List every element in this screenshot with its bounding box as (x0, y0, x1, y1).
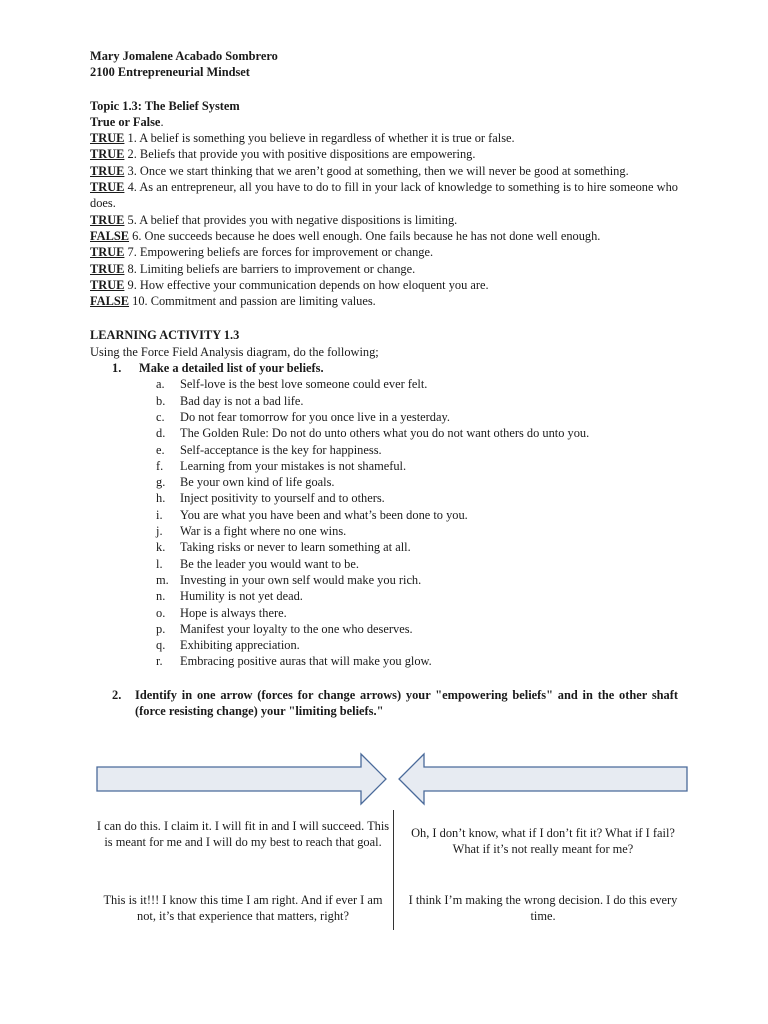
belief-item (90, 572, 678, 588)
belief-letter: e. (156, 442, 165, 457)
true-false-item (90, 228, 678, 244)
belief-text: Hope is always there. (180, 605, 287, 620)
step-2 (90, 687, 678, 720)
belief-item (90, 588, 678, 604)
belief-item (90, 458, 678, 474)
belief-text: Manifest your loyalty to the one who deserves. (180, 621, 413, 636)
belief-item (90, 490, 678, 506)
topic-subtitle: True or False. (90, 114, 164, 129)
belief-item (90, 539, 678, 555)
belief-item (90, 376, 678, 392)
belief-item (90, 523, 678, 539)
limiting-belief-1: Oh, I don’t know, what if I don’t fit it? What if I fail? What if it’s not really meant for me? (411, 826, 675, 857)
belief-letter: b. (156, 393, 166, 408)
belief-letter: q. (156, 638, 166, 653)
statement-text: 9. How effective your communication depends on how eloquent you are. (124, 277, 489, 292)
true-false-item (90, 244, 678, 260)
belief-letter: r. (156, 654, 163, 669)
answer-label: TRUE (90, 163, 125, 178)
statement-text: 7. Empowering beliefs are forces for improvement or change. (124, 245, 434, 260)
true-false-list (90, 130, 678, 309)
belief-letter: o. (156, 605, 166, 620)
belief-text: Embracing positive auras that will make you glow. (180, 654, 432, 669)
answer-label: FALSE (90, 294, 130, 309)
belief-letter: p. (156, 621, 166, 636)
answer-label: FALSE (90, 228, 130, 243)
belief-letter: a. (156, 377, 165, 392)
belief-item (90, 605, 678, 621)
answer-label: TRUE (90, 147, 125, 162)
answer-label: TRUE (90, 131, 125, 146)
belief-text: Do not fear tomorrow for you once live in a yesterday. (180, 409, 450, 424)
belief-letter: l. (156, 556, 163, 571)
step-1 (90, 360, 678, 376)
belief-letter: k. (156, 540, 166, 555)
belief-text: Learning from your mistakes is not shameful. (180, 458, 407, 473)
belief-text: Bad day is not a bad life. (180, 393, 304, 408)
force-field-arrows (96, 752, 688, 806)
answer-label: TRUE (90, 277, 125, 292)
empowering-belief-1: I can do this. I claim it. I will fit in and I will succeed. This is meant for me and I will do my best to reach that goal. (96, 819, 390, 850)
true-false-item (90, 179, 678, 212)
belief-letter: j. (156, 524, 163, 539)
true-false-item (90, 130, 678, 146)
belief-text: Humility is not yet dead. (180, 589, 303, 604)
forces-resisting-change-arrow (399, 754, 687, 804)
belief-letter: d. (156, 426, 166, 441)
author-name: Mary Jomalene Acabado Sombrero (90, 49, 278, 63)
belief-item (90, 507, 678, 523)
answer-label: TRUE (90, 180, 125, 195)
belief-letter: m. (156, 572, 169, 587)
statement-text: 10. Commitment and passion are limiting values. (129, 294, 376, 309)
course-title: 2100 Entrepreneurial Mindset (90, 65, 250, 80)
belief-text: War is a fight where no one wins. (180, 524, 347, 539)
belief-item (90, 409, 678, 425)
document-body (90, 48, 678, 719)
statement-text: 1. A belief is something you believe in regardless of whether it is true or false. (124, 131, 515, 146)
belief-item (90, 653, 678, 669)
belief-item (90, 621, 678, 637)
belief-item (90, 637, 678, 653)
belief-letter: c. (156, 409, 165, 424)
step-1-text: Make a detailed list of your beliefs. (139, 361, 324, 376)
topic-title: Topic 1.3: The Belief System (90, 98, 240, 113)
true-false-item (90, 277, 678, 293)
step-1-number: 1. (112, 361, 122, 376)
statement-text: 8. Limiting beliefs are barriers to improvement or change. (124, 261, 416, 276)
beliefs-list (90, 376, 678, 669)
forces-for-change-arrow (97, 754, 386, 804)
belief-item (90, 556, 678, 572)
belief-letter: g. (156, 475, 166, 490)
true-false-item (90, 146, 678, 162)
limiting-belief-2: I think I’m making the wrong decision. I do this every time. (408, 893, 678, 924)
statement-text: 4. As an entrepreneur, all you have to do to fill in your lack of knowledge to something is to hire someone who does. (90, 180, 678, 211)
statement-text: 6. One succeeds because he does well enough. One fails because he has not done well enough. (129, 228, 601, 243)
answer-label: TRUE (90, 261, 125, 276)
true-false-item (90, 261, 678, 277)
belief-letter: n. (156, 589, 166, 604)
true-false-item (90, 293, 678, 309)
belief-text: Inject positivity to yourself and to others. (180, 491, 385, 506)
statement-text: 5. A belief that provides you with negative dispositions is limiting. (124, 212, 458, 227)
belief-letter: f. (156, 458, 164, 473)
belief-text: Be the leader you would want to be. (180, 556, 359, 571)
belief-item (90, 442, 678, 458)
belief-letter: h. (156, 491, 166, 506)
empowering-belief-2: This is it!!! I know this time I am right. And if ever I am not, it’s that experience that matters, right? (103, 893, 383, 924)
belief-item (90, 393, 678, 409)
statement-text: 3. Once we start thinking that we aren’t good at something, then we will never be good at something. (124, 163, 629, 178)
belief-letter: i. (156, 507, 163, 522)
belief-text: Self-acceptance is the key for happiness. (180, 442, 382, 457)
belief-text: Exhibiting appreciation. (180, 638, 300, 653)
activity-title: LEARNING ACTIVITY 1.3 (90, 328, 240, 343)
belief-text: Self-love is the best love someone could ever felt. (180, 377, 428, 392)
belief-item (90, 474, 678, 490)
true-false-item (90, 212, 678, 228)
belief-text: The Golden Rule: Do not do unto others what you do not want others do unto you. (180, 426, 590, 441)
belief-text: Investing in your own self would make you rich. (180, 572, 422, 587)
true-false-item (90, 163, 678, 179)
belief-text: Taking risks or never to learn something at all. (180, 540, 411, 555)
activity-intro: Using the Force Field Analysis diagram, do the following; (90, 344, 379, 359)
belief-text: You are what you have been and what’s been done to you. (180, 507, 468, 522)
step-2-text: Identify in one arrow (forces for change arrows) your "empowering beliefs" and in the other shaft (force resisting change) your "limiting beliefs." (135, 687, 678, 718)
statement-text: 2. Beliefs that provide you with positive dispositions are empowering. (124, 147, 476, 162)
belief-item (90, 425, 678, 441)
answer-label: TRUE (90, 212, 125, 227)
force-field-divider (393, 810, 394, 930)
step-2-number: 2. (112, 687, 122, 702)
answer-label: TRUE (90, 245, 125, 260)
belief-text: Be your own kind of life goals. (180, 475, 335, 490)
